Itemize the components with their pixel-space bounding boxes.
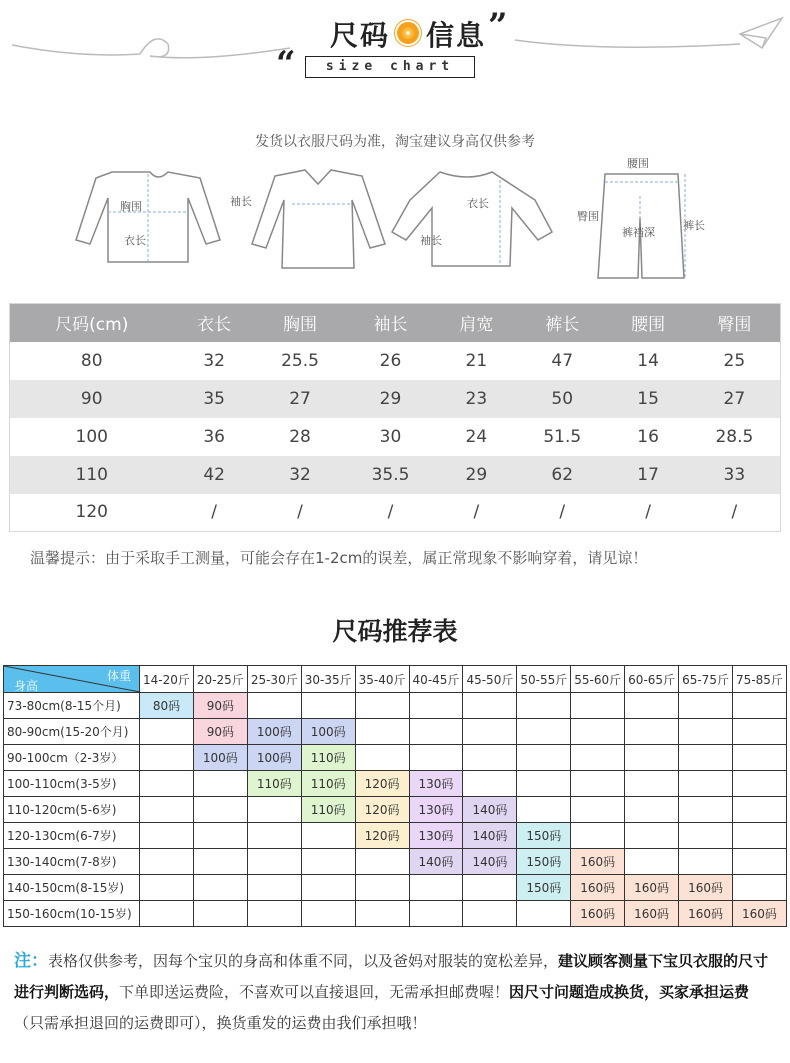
- title-left: 尺码: [330, 19, 391, 52]
- size-recommendation-cell: [732, 823, 786, 849]
- size-recommendation-cell: 90码: [193, 719, 247, 745]
- open-quote: “: [276, 44, 296, 84]
- size-recommendation-cell: 100码: [301, 719, 355, 745]
- size-recommendation-cell: [517, 693, 571, 719]
- size-recommendation-cell: [625, 849, 679, 875]
- size-recommendation-cell: [679, 823, 733, 849]
- size-recommendation-cell: [247, 693, 301, 719]
- size-recommendation-cell: 110码: [247, 771, 301, 797]
- header-cell: 裤长: [517, 304, 607, 342]
- size-recommendation-cell: 130码: [409, 797, 463, 823]
- size-recommendation-cell: [409, 901, 463, 927]
- size-cell: 29: [436, 456, 517, 494]
- footer-label: 注：: [14, 951, 48, 971]
- size-cell: 100: [75, 426, 108, 447]
- corner-cell: [4, 666, 140, 693]
- size-recommendation-cell: [679, 849, 733, 875]
- size-recommendation-cell: [463, 745, 517, 771]
- size-recommendation-cell: [301, 693, 355, 719]
- tip-text: 温馨提示：由于采取手工测量，可能会存在1-2cm的误差，属正常现象不影响穿着，请见谅！: [30, 549, 648, 567]
- size-cell: 27: [255, 380, 345, 418]
- size-recommendation-cell: 120码: [355, 771, 409, 797]
- shirt-icon: [252, 170, 385, 268]
- size-recommendation-cell: [247, 823, 301, 849]
- height-cell: 130-140cm(7-8岁): [4, 849, 140, 875]
- orange-icon: [395, 20, 421, 46]
- weight-header-cell: 20-25斤: [193, 666, 247, 693]
- weight-header-cell: 40-45斤: [409, 666, 463, 693]
- size-cell: 35.5: [345, 456, 435, 494]
- size-cell: /: [559, 502, 566, 523]
- footer-part3: （只需承担退回的运费即可），换货重发的运费由我们承担哦！: [14, 1014, 427, 1032]
- size-recommendation-cell: [247, 875, 301, 901]
- size-recommendation-cell: [571, 745, 625, 771]
- size-recommendation-cell: 130码: [409, 823, 463, 849]
- size-recommendation-cell: [355, 745, 409, 771]
- size-cell: 15: [607, 380, 688, 418]
- rec-table-row: [4, 901, 787, 927]
- rec-title: 尺码推荐表: [332, 617, 458, 646]
- size-cell: /: [297, 502, 303, 523]
- size-recommendation-cell: [140, 875, 194, 901]
- size-recommendation-cell: [355, 719, 409, 745]
- raglan-icon: [392, 172, 552, 266]
- size-recommendation-cell: 150码: [517, 875, 571, 901]
- weight-header-cell: 30-35斤: [301, 666, 355, 693]
- size-recommendation-cell: [463, 875, 517, 901]
- subtitle-box: size chart: [305, 56, 475, 78]
- size-recommendation-cell: 160码: [625, 875, 679, 901]
- footer-part1: 表格仅供参考，因每个宝贝的身高和体重不同，以及爸妈对服装的宽松差异，: [48, 952, 559, 970]
- rec-table-row: [4, 745, 787, 771]
- size-cell: 30: [379, 426, 402, 447]
- size-cell: 28.5: [715, 426, 754, 447]
- header-cell: 肩宽: [436, 304, 517, 342]
- size-recommendation-cell: [355, 849, 409, 875]
- label-pants-waist: 腰围: [627, 157, 649, 170]
- size-recommendation-cell: 110码: [301, 797, 355, 823]
- close-quote: ”: [488, 6, 508, 46]
- size-recommendation-cell: [247, 849, 301, 875]
- label-raglan-length: 衣长: [467, 197, 489, 210]
- header-cell: 臀围: [689, 304, 781, 342]
- title-right: 信息: [426, 19, 487, 52]
- size-recommendation-cell: [193, 823, 247, 849]
- height-cell: 120-130cm(6-7岁): [4, 823, 140, 849]
- header-cell: 袖长: [345, 304, 435, 342]
- weight-header-cell: 14-20斤: [140, 666, 194, 693]
- garment-diagrams: [60, 160, 760, 285]
- size-cell: 32: [255, 456, 345, 494]
- top-note: 发货以衣服尺码为准，淘宝建议身高仅供参考: [255, 134, 535, 150]
- size-recommendation-cell: [140, 901, 194, 927]
- size-recommendation-cell: 160码: [679, 901, 733, 927]
- corner-height-label: 身高: [14, 679, 39, 692]
- size-recommendation-cell: [517, 745, 571, 771]
- size-recommendation-cell: [732, 875, 786, 901]
- label-pants-length: 裤长: [683, 219, 705, 232]
- size-recommendation-cell: [625, 719, 679, 745]
- size-cell: 14: [637, 350, 659, 371]
- size-recommendation-cell: [193, 849, 247, 875]
- size-recommendation-cell: [679, 693, 733, 719]
- size-recommendation-cell: 160码: [571, 875, 625, 901]
- size-table-row: [10, 494, 781, 532]
- size-cell: 21: [465, 350, 488, 371]
- size-recommendation-cell: [140, 797, 194, 823]
- label-shirt-sleeve: 袖长: [230, 195, 252, 208]
- size-recommendation-cell: [625, 823, 679, 849]
- size-recommendation-cell: [571, 771, 625, 797]
- size-recommendation-cell: [140, 745, 194, 771]
- weight-header-cell: 50-55斤: [517, 666, 571, 693]
- size-recommendation-cell: 120码: [355, 797, 409, 823]
- size-cell: 120: [75, 502, 108, 523]
- weight-header-cell: 45-50斤: [463, 666, 517, 693]
- size-recommendation-cell: 160码: [571, 901, 625, 927]
- footer-part2: 下单即送运费险，不喜欢可以直接退回，无需承担邮费喔！: [119, 983, 510, 1001]
- label-raglan-sleeve: 袖长: [420, 234, 442, 247]
- size-recommendation-cell: [409, 745, 463, 771]
- header: [0, 0, 790, 90]
- size-cell: 27: [689, 380, 781, 418]
- size-cell: 51.5: [543, 426, 582, 447]
- size-recommendation-cell: 140码: [463, 797, 517, 823]
- size-cell: 47: [551, 350, 574, 371]
- size-cell: 32: [203, 350, 225, 371]
- header-cell: 衣长: [174, 304, 255, 342]
- size-cell: 42: [174, 456, 255, 494]
- size-table-row: [10, 418, 781, 456]
- size-table-row: [10, 342, 781, 380]
- size-cell: 62: [517, 456, 607, 494]
- paper-plane-icon: [740, 18, 782, 48]
- size-recommendation-cell: [625, 745, 679, 771]
- height-cell: 110-120cm(5-6岁): [4, 797, 140, 823]
- weight-header-cell: 60-65斤: [625, 666, 679, 693]
- size-table-row: [10, 456, 781, 494]
- size-recommendation-cell: [571, 823, 625, 849]
- size-recommendation-cell: [140, 823, 194, 849]
- size-recommendation-cell: 100码: [247, 719, 301, 745]
- rec-table-row: [4, 771, 787, 797]
- size-recommendation-cell: 140码: [409, 849, 463, 875]
- size-recommendation-cell: [732, 693, 786, 719]
- size-recommendation-cell: 100码: [247, 745, 301, 771]
- rec-table-row: [4, 797, 787, 823]
- size-recommendation-cell: 140码: [463, 823, 517, 849]
- size-recommendation-cell: 110码: [301, 745, 355, 771]
- size-cell: 35: [174, 380, 255, 418]
- size-recommendation-cell: 130码: [409, 771, 463, 797]
- size-cell: /: [211, 502, 217, 523]
- size-cell: 80: [80, 350, 103, 371]
- rec-table-row: [4, 719, 787, 745]
- size-cell: 110: [10, 456, 174, 494]
- footer-bold2: 因尺寸问题造成换货，买家承担运费: [509, 983, 750, 1001]
- height-cell: 140-150cm(8-15岁): [4, 875, 140, 901]
- size-recommendation-cell: [409, 693, 463, 719]
- size-recommendation-cell: [625, 797, 679, 823]
- size-cell: 29: [345, 380, 435, 418]
- size-recommendation-cell: 140码: [463, 849, 517, 875]
- size-recommendation-cell: 150码: [517, 849, 571, 875]
- weight-header-cell: 75-85斤: [732, 666, 786, 693]
- corner-weight-label: 体重: [106, 669, 131, 683]
- size-recommendation-cell: [301, 875, 355, 901]
- size-recommendation-cell: 90码: [193, 693, 247, 719]
- size-cell: 33: [689, 456, 781, 494]
- rec-table-header: [4, 666, 787, 693]
- size-recommendation-cell: [463, 901, 517, 927]
- size-recommendation-cell: [517, 797, 571, 823]
- size-recommendation-cell: [625, 693, 679, 719]
- label-sweater-chest: 胸围: [120, 200, 142, 213]
- height-cell: 80-90cm(15-20个月): [4, 719, 140, 745]
- size-recommendation-cell: [355, 693, 409, 719]
- size-recommendation-cell: [463, 719, 517, 745]
- size-table-header: [10, 304, 781, 342]
- size-recommendation-cell: [409, 719, 463, 745]
- size-cell: /: [731, 502, 738, 523]
- header-cell: 腰围: [607, 304, 688, 342]
- size-cell: 28: [289, 426, 311, 447]
- size-cell: 25.5: [281, 350, 319, 371]
- size-cell: 25: [723, 350, 746, 371]
- size-recommendation-cell: 160码: [625, 901, 679, 927]
- height-cell: 100-110cm(3-5岁): [4, 771, 140, 797]
- height-cell: 150-160cm(10-15岁): [4, 901, 140, 927]
- size-recommendation-cell: 120码: [355, 823, 409, 849]
- size-recommendation-cell: [409, 875, 463, 901]
- size-recommendation-cell: [732, 745, 786, 771]
- weight-header-cell: 65-75斤: [679, 666, 733, 693]
- size-recommendation-cell: [140, 849, 194, 875]
- size-cell: 23: [436, 380, 517, 418]
- size-recommendation-cell: [301, 849, 355, 875]
- size-cell: /: [387, 502, 394, 523]
- size-recommendation-cell: [571, 693, 625, 719]
- size-cell: 17: [607, 456, 688, 494]
- rec-table-row: [4, 849, 787, 875]
- size-cell: 50: [517, 380, 607, 418]
- size-cell: 26: [379, 350, 402, 371]
- size-recommendation-cell: [140, 771, 194, 797]
- size-recommendation-cell: [517, 771, 571, 797]
- size-recommendation-cell: [732, 771, 786, 797]
- size-recommendation-cell: 150码: [517, 823, 571, 849]
- size-recommendation-cell: [732, 797, 786, 823]
- size-recommendation-cell: [301, 901, 355, 927]
- size-recommendation-cell: [571, 719, 625, 745]
- size-recommendation-cell: [247, 901, 301, 927]
- size-recommendation-cell: [193, 797, 247, 823]
- size-recommendation-cell: [355, 901, 409, 927]
- size-recommendation-cell: [355, 875, 409, 901]
- size-recommendation-cell: 160码: [732, 901, 786, 927]
- size-recommendation-cell: [193, 901, 247, 927]
- size-recommendation-cell: [732, 849, 786, 875]
- size-recommendation-cell: [679, 745, 733, 771]
- size-recommendation-cell: 100码: [193, 745, 247, 771]
- size-recommendation-cell: [140, 719, 194, 745]
- weight-header-cell: 55-60斤: [571, 666, 625, 693]
- rec-table-row: [4, 823, 787, 849]
- size-recommendation-cell: [625, 771, 679, 797]
- size-cell: /: [645, 502, 651, 523]
- weight-header-cell: 25-30斤: [247, 666, 301, 693]
- size-recommendation-cell: [463, 693, 517, 719]
- height-cell: 73-80cm(8-15个月): [4, 693, 140, 719]
- size-recommendation-cell: [517, 901, 571, 927]
- size-recommendation-cell: [463, 771, 517, 797]
- size-table: [9, 303, 781, 532]
- header-cell: 尺码(cm): [10, 304, 174, 342]
- size-recommendation-cell: 160码: [571, 849, 625, 875]
- size-recommendation-cell: [517, 719, 571, 745]
- size-recommendation-cell: 110码: [301, 771, 355, 797]
- height-cell: 90-100cm（2-3岁）: [4, 745, 140, 771]
- header-cell: 胸围: [255, 304, 345, 342]
- label-pants-rise: 裤裆深: [622, 226, 655, 239]
- size-recommendation-cell: [732, 719, 786, 745]
- size-recommendation-cell: [247, 797, 301, 823]
- size-cell: 16: [637, 426, 659, 447]
- rec-table-row: [4, 875, 787, 901]
- label-sweater-length: 衣长: [124, 234, 146, 247]
- size-recommendation-cell: 80码: [140, 693, 194, 719]
- footer-bold1: 建议顾客测量下宝贝衣服的尺寸进行判断选码，: [14, 952, 769, 1001]
- footer-note: [14, 946, 776, 1039]
- size-cell: 90: [10, 380, 174, 418]
- weight-header-cell: 35-40斤: [355, 666, 409, 693]
- size-recommendation-cell: [193, 875, 247, 901]
- size-recommendation-cell: [193, 771, 247, 797]
- size-recommendation-cell: 160码: [679, 875, 733, 901]
- recommendation-table: [3, 665, 787, 927]
- size-recommendation-cell: [301, 823, 355, 849]
- label-pants-hip: 臀围: [577, 210, 599, 223]
- rec-table-row: [4, 693, 787, 719]
- size-recommendation-cell: [679, 719, 733, 745]
- size-cell: 24: [465, 426, 488, 447]
- size-recommendation-cell: [679, 771, 733, 797]
- size-table-row: [10, 380, 781, 418]
- size-cell: 36: [203, 426, 225, 447]
- size-recommendation-cell: [571, 797, 625, 823]
- size-recommendation-cell: [679, 797, 733, 823]
- size-cell: /: [473, 502, 480, 523]
